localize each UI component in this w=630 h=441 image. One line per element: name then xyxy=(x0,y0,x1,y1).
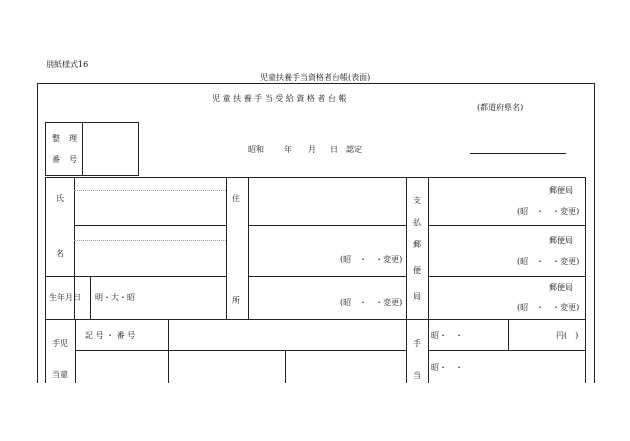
grid-hline-name-mid xyxy=(74,225,227,226)
grid-vline-child-col3 xyxy=(285,350,286,383)
post-office-label-1: 郵便局 xyxy=(549,186,573,195)
grid-vline-child-label xyxy=(75,319,76,383)
document-title: 児童扶養手当資格者台帳(表面) xyxy=(260,73,371,82)
child-label-1: 手児 xyxy=(52,339,68,348)
allowance-label-char-2: 当 xyxy=(413,371,421,380)
grid-vline-office-label-right xyxy=(428,177,429,383)
grid-hline-allowance-mid xyxy=(428,350,586,351)
grid-vline-birth-value xyxy=(90,276,91,319)
serial-number-char-4: 号 xyxy=(69,155,77,164)
payment-office-char-1: 支 xyxy=(413,196,421,205)
child-record-header: 記 号 ・ 番 号 xyxy=(85,331,136,340)
payment-office-char-5: 局 xyxy=(413,292,421,301)
payment-office-char-2: 払 xyxy=(413,218,421,227)
allowance-amount: 円( ) xyxy=(556,331,579,340)
certification-year: 年 xyxy=(284,145,292,154)
signature-line xyxy=(470,153,566,154)
address-input-1[interactable] xyxy=(250,179,405,224)
post-office-change-1: (昭 ・ ・変更) xyxy=(517,207,580,216)
child-label-2: 当童 xyxy=(52,370,68,379)
grid-hline-child-mid xyxy=(75,350,406,351)
certification-month: 月 xyxy=(308,145,316,154)
allowance-label-char-1: 手 xyxy=(413,339,421,348)
address-change-note-2: (昭 ・ ・変更) xyxy=(340,298,403,307)
register-title: 児 童 扶 養 手 当 受 給 資 格 者 台 帳 xyxy=(212,94,347,103)
serial-number-divider xyxy=(82,123,83,175)
name-label-char-2: 名 xyxy=(56,249,64,258)
form-number: 別紙様式16 xyxy=(46,60,89,69)
grid-hline-office-1 xyxy=(428,225,586,226)
serial-number-input[interactable] xyxy=(84,124,137,174)
post-office-change-2: (昭 ・ ・変更) xyxy=(517,257,580,266)
address-label-char-2: 所 xyxy=(232,296,240,305)
name-label-char-1: 氏 xyxy=(56,194,64,203)
certification-day: 日 xyxy=(330,145,338,154)
grid-hline-office-2 xyxy=(428,276,586,277)
post-office-change-3: (昭 ・ ・変更) xyxy=(517,303,580,312)
serial-number-char-3: 番 xyxy=(52,155,60,164)
grid-hline-address-mid xyxy=(248,225,407,226)
birth-date-label: 生年月日 xyxy=(49,293,81,302)
serial-number-char-2: 理 xyxy=(69,134,77,143)
birth-date-value: 明・大・昭 xyxy=(95,293,135,302)
grid-vline-child-number xyxy=(168,319,169,383)
grid-hline-section-break xyxy=(45,319,586,320)
grid-vline-address-label-right xyxy=(248,177,249,319)
prefecture-label: (都道府県名) xyxy=(477,103,524,112)
address-change-note-1: (昭 ・ ・変更) xyxy=(340,255,403,264)
allowance-date-2: 昭・ ・ xyxy=(431,363,463,372)
name-input-1[interactable] xyxy=(76,191,225,224)
address-label-char-1: 住 xyxy=(232,194,240,203)
grid-vline-address-label-left xyxy=(226,177,227,319)
grid-vline-office-label-left xyxy=(406,177,407,383)
name-input-2[interactable] xyxy=(76,241,225,275)
post-office-label-2: 郵便局 xyxy=(549,236,573,245)
serial-number-char-1: 整 xyxy=(52,134,60,143)
allowance-date-1: 昭・ ・ xyxy=(431,331,463,340)
certification-era: 昭和 xyxy=(248,145,264,154)
certification-suffix: 認定 xyxy=(346,145,362,154)
grid-hline-birth-top xyxy=(45,276,227,277)
grid-hline-address-2 xyxy=(248,276,407,277)
grid-vline-amount xyxy=(508,319,509,350)
post-office-label-3: 郵便局 xyxy=(549,283,573,292)
payment-office-char-3: 郵 xyxy=(413,240,421,249)
payment-office-char-4: 便 xyxy=(413,266,421,275)
